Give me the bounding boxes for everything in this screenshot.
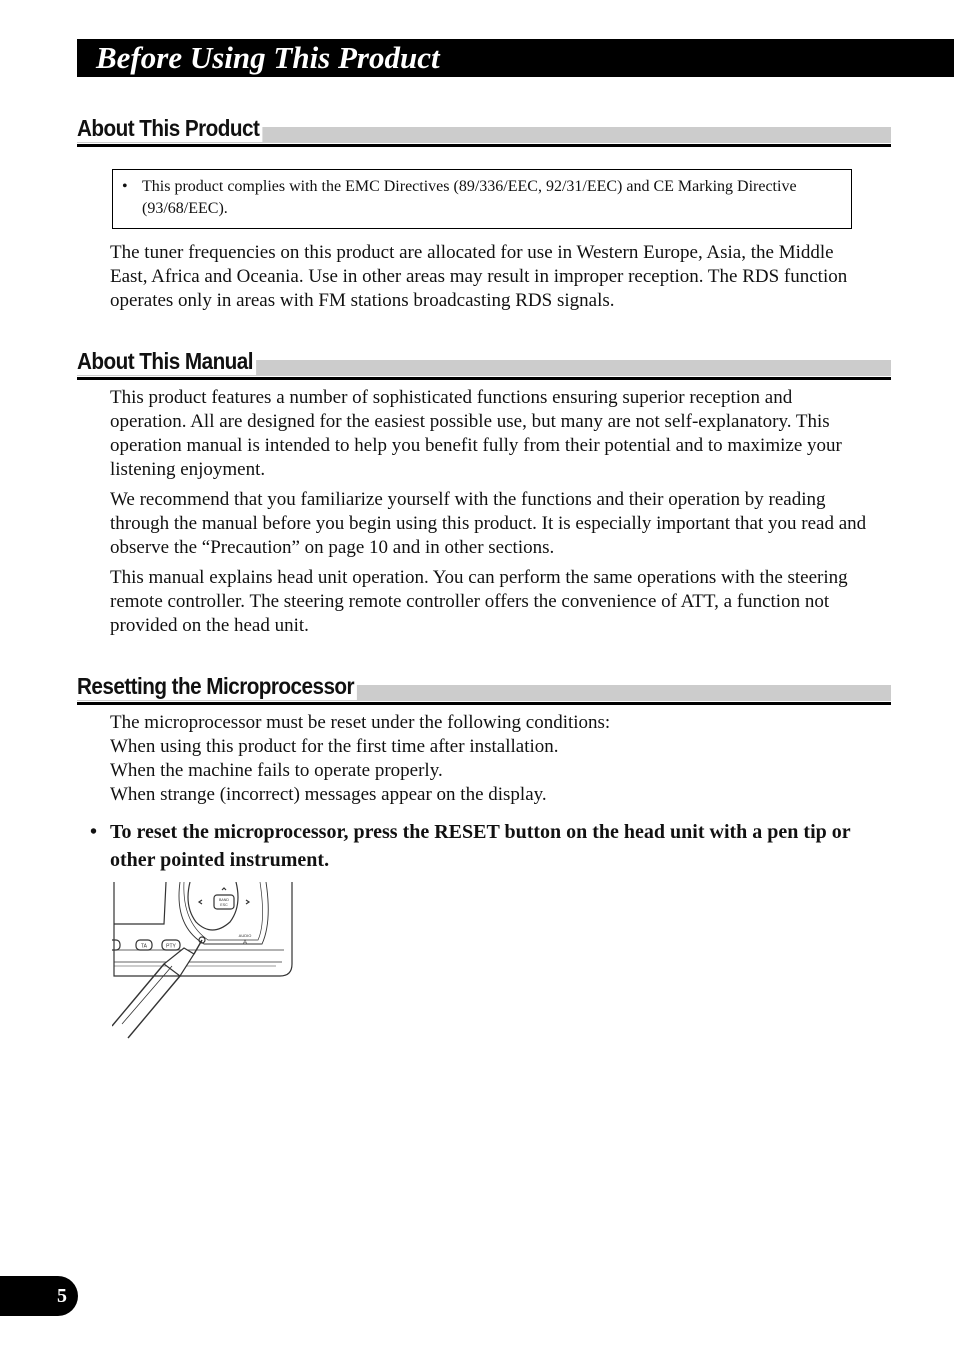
reset-instruction-text: To reset the microprocessor, press the RESET button on the head unit with a pen tip or other pointed instrument. (110, 821, 851, 871)
button-label-ta: TA (140, 943, 148, 950)
display-window (114, 882, 166, 924)
tuner-paragraph: The tuner frequencies on this product are allocated for use in Western Europe, Asia, the Middle East, Africa and Oceania. Use in other areas may result in improper reception. The RDS function operates only in areas with FM stations broadcasting RDS signals. (110, 242, 848, 311)
reset-condition-line: When using this product for the first time after installation. (110, 736, 559, 757)
page-number: 5 (57, 1285, 67, 1307)
reset-condition-line: The microprocessor must be reset under the following conditions: (110, 712, 611, 733)
manual-paragraph: This manual explains head unit operation. You can perform the same operations with the steering remote controller. The steering remote controller offers the convenience of ATT, a function not provided on the head unit. (110, 567, 848, 636)
pen-barrel-right (128, 976, 180, 1038)
reset-illustration (112, 882, 296, 1042)
heading-rule (77, 702, 891, 705)
audio-label: AUDIO (238, 933, 252, 938)
compliance-note-text: This product complies with the EMC Directives (89/336/EEC, 92/31/EEC) and CE Marking Directive (93/68/EEC). (142, 178, 797, 217)
heading-text: About This Manual (77, 347, 256, 375)
chapter-title-bar (77, 39, 954, 77)
bullet: • (90, 821, 98, 843)
heading-rule (77, 144, 891, 147)
heading-text: Resetting the Microprocessor (77, 672, 357, 700)
section-heading-about-product (77, 117, 891, 147)
reset-condition-line: When strange (incorrect) messages appear on the display. (110, 784, 547, 805)
knob-label-band: BAND (219, 898, 229, 902)
button-label-pty: PTY (166, 943, 176, 950)
manual-paragraph: This product features a number of sophisticated functions ensuring superior reception and operation. All are designed for the easiest possible use, but many are not self-explanatory. This operation manual is intended to help you benefit fully from their potential and to maximize your listening enjoyment. (110, 387, 842, 480)
compliance-note-box (112, 169, 852, 229)
bullet: • (122, 178, 128, 195)
heading-rule (77, 377, 891, 380)
reset-condition-line: When the machine fails to operate properly. (110, 760, 443, 781)
section-heading-about-manual (77, 350, 891, 380)
section-heading-resetting (77, 675, 891, 705)
chapter-title: Before Using This Product (96, 40, 440, 75)
pen-head (164, 948, 194, 976)
pen-barrel-left (112, 964, 164, 1026)
heading-text: About This Product (77, 114, 262, 142)
knob-label-esc: ESC (220, 903, 228, 907)
pen-tip (194, 940, 202, 954)
manual-paragraph: We recommend that you familiarize yourself with the functions and their operation by reading through the manual before you begin using this product. It is especially important that you read and observe the “Precaution” on page 10 and in other sections. (110, 489, 867, 558)
page-number-tab (0, 1276, 78, 1316)
audio-mark: A (242, 940, 248, 946)
button-left (112, 940, 120, 950)
